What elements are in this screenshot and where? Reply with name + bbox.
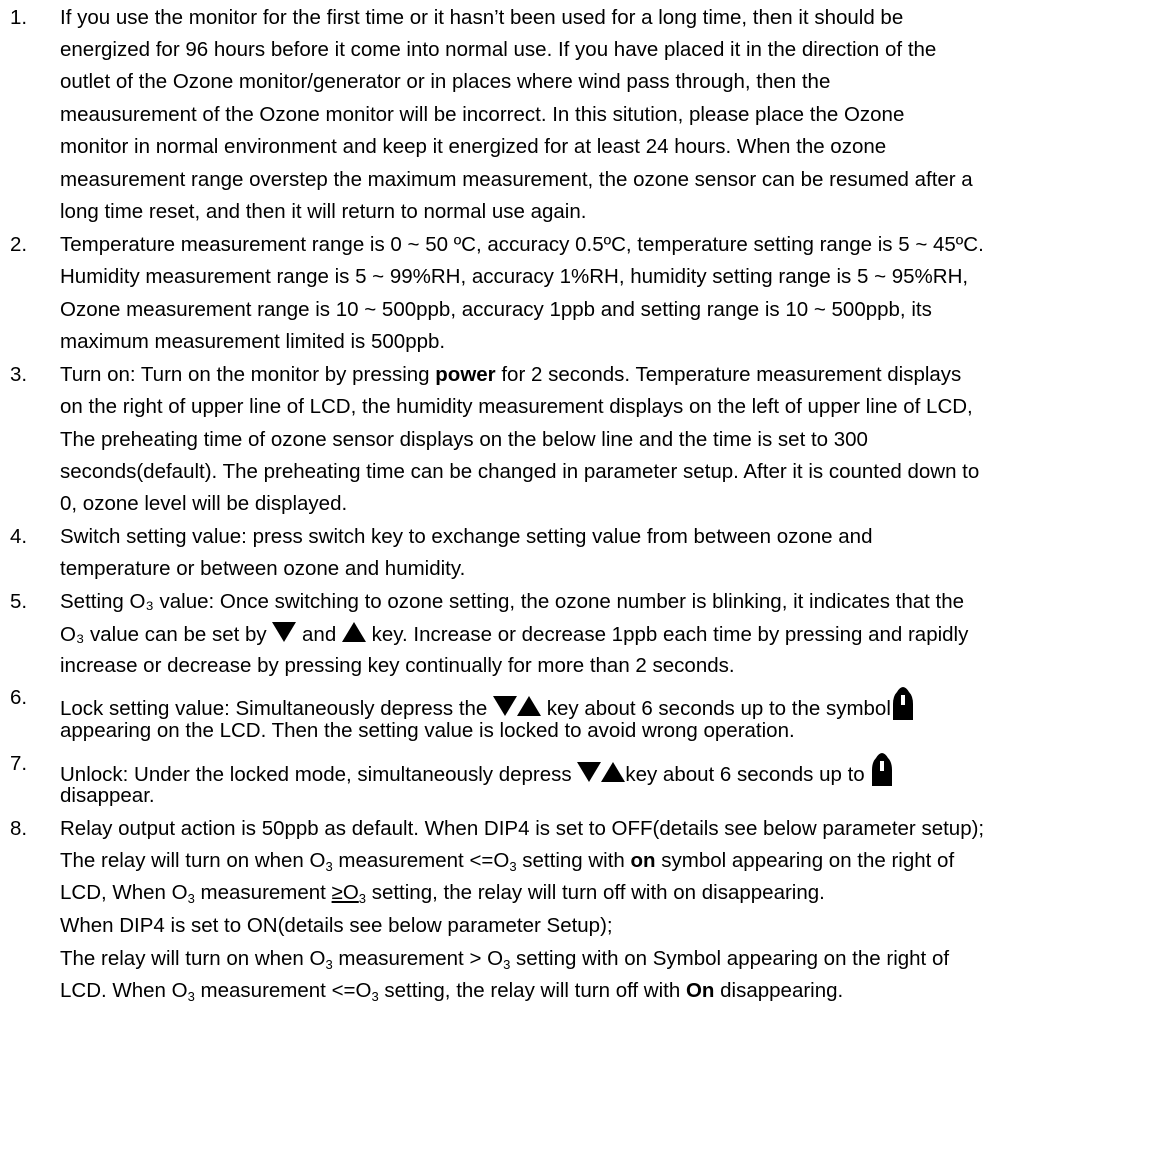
text-segment: measurement > O xyxy=(332,947,504,970)
item-number: 7. xyxy=(10,752,28,775)
text-line: 0, ozone level will be displayed. xyxy=(60,492,348,515)
text-segment: setting, the relay will turn off with on disappearing. xyxy=(366,881,825,904)
text-line: seconds(default). The preheating time can be changed in parameter setup. After it is counted down to xyxy=(60,460,980,483)
subscript: 3 xyxy=(358,891,367,906)
text-line: appearing on the LCD. Then the setting value is locked to avoid wrong operation. xyxy=(60,719,795,742)
text-segment: setting, the relay will turn off with xyxy=(378,979,686,1002)
text-segment: O₃ value can be set by xyxy=(60,623,273,646)
text-segment: Unlock: Under the locked mode, simultaneously depress xyxy=(60,763,578,786)
subscript: 3 xyxy=(325,957,333,972)
lock-icon xyxy=(870,752,894,786)
item-number: 6. xyxy=(10,686,28,709)
text-segment: disappearing. xyxy=(714,979,844,1002)
on-keyword: on xyxy=(630,849,656,872)
power-keyword: power xyxy=(435,363,496,386)
text-segment: key about 6 seconds up to the symbol xyxy=(541,697,891,720)
subscript: 3 xyxy=(325,859,333,874)
text-segment: The relay will turn on when O xyxy=(60,947,326,970)
up-arrow-icon xyxy=(342,622,366,642)
item-number: 1. xyxy=(10,6,28,29)
text-segment: key. Increase or decrease 1ppb each time by pressing and rapidly xyxy=(365,623,969,646)
text-segment: key about 6 seconds up to xyxy=(625,763,865,786)
text-line: increase or decrease by pressing key continually for more than 2 seconds. xyxy=(60,654,735,677)
item-number: 5. xyxy=(10,590,28,613)
down-arrow-icon xyxy=(493,696,517,716)
text-line: outlet of the Ozone monitor/generator or in places where wind pass through, then the xyxy=(60,70,831,93)
text-line xyxy=(60,622,968,647)
on-keyword: On xyxy=(685,979,715,1002)
text-line: When DIP4 is set to ON(details see below parameter Setup); xyxy=(60,914,613,937)
text-segment: measurement xyxy=(194,881,332,904)
text-segment: measurement <=O xyxy=(332,849,510,872)
text-segment: and xyxy=(296,623,342,646)
text-line xyxy=(60,686,915,721)
text-line: Relay output action is 50ppb as default. When DIP4 is set to OFF(details see below parameter setup); xyxy=(60,817,985,840)
text-line: on the right of upper line of LCD, the humidity measurement displays on the left of upper line of LCD, xyxy=(60,395,973,418)
subscript: 3 xyxy=(371,989,379,1004)
text-segment: symbol appearing on the right of xyxy=(655,849,955,872)
text-line: Humidity measurement range is 5 ~ 99%RH, accuracy 1%RH, humidity setting range is 5 ~ 95%RH, xyxy=(60,265,969,288)
down-arrow-icon xyxy=(577,762,601,782)
text-line xyxy=(60,881,825,905)
text-line: Switch setting value: press switch key to exchange setting value from between ozone and xyxy=(60,525,873,548)
subscript: 3 xyxy=(187,989,195,1004)
up-arrow-icon xyxy=(601,762,625,782)
text-line xyxy=(60,363,961,387)
text-segment: setting with on Symbol appearing on the right of xyxy=(510,947,950,970)
text-line: disappear. xyxy=(60,784,155,807)
subscript: 3 xyxy=(187,891,195,906)
text-line: energized for 96 hours before it come into normal use. If you have placed it in the direction of the xyxy=(60,38,937,61)
text-line: The preheating time of ozone sensor displays on the below line and the time is set to 300 xyxy=(60,428,868,451)
subscript: 3 xyxy=(503,957,511,972)
text-line: long time reset, and then it will return to normal use again. xyxy=(60,200,587,223)
text-line: measurement range overstep the maximum measurement, the ozone sensor can be resumed after a xyxy=(60,168,973,191)
text-line xyxy=(60,979,843,1003)
text-line: temperature or between ozone and humidity. xyxy=(60,557,466,580)
subscript: 3 xyxy=(509,859,517,874)
item-number: 4. xyxy=(10,525,28,548)
down-arrow-icon xyxy=(272,622,296,642)
item-number: 3. xyxy=(10,363,28,386)
text-segment: LCD. When O xyxy=(60,979,188,1002)
item-number: 8. xyxy=(10,817,28,840)
text-line: Temperature measurement range is 0 ~ 50 ºC, accuracy 0.5ºC, temperature setting range is 5 ~ 45ºC. xyxy=(60,233,984,256)
text-line: monitor in normal environment and keep it energized for at least 24 hours. When the ozone xyxy=(60,135,887,158)
text-line xyxy=(60,947,949,971)
text-segment: Lock setting value: Simultaneously depress the xyxy=(60,697,494,720)
text-segment: ≥O xyxy=(331,881,359,904)
lock-icon xyxy=(891,686,915,720)
text-segment: LCD, When O xyxy=(60,881,188,904)
text-line xyxy=(60,752,894,787)
text-line: If you use the monitor for the first time or it hasn’t been used for a long time, then it should be xyxy=(60,6,904,29)
text-segment: setting with xyxy=(516,849,631,872)
up-arrow-icon xyxy=(517,696,541,716)
item-number: 2. xyxy=(10,233,28,256)
text-segment: for 2 seconds. Temperature measurement displays xyxy=(495,363,962,386)
text-line: Ozone measurement range is 10 ~ 500ppb, accuracy 1ppb and setting range is 10 ~ 500ppb, its xyxy=(60,298,932,321)
text-line: Setting O₃ value: Once switching to ozone setting, the ozone number is blinking, it indicates that the xyxy=(60,590,965,613)
text-line: maximum measurement limited is 500ppb. xyxy=(60,330,446,353)
text-line: meausurement of the Ozone monitor will be incorrect. In this sitution, please place the Ozone xyxy=(60,103,905,126)
text-segment: The relay will turn on when O xyxy=(60,849,326,872)
text-segment: Turn on: Turn on the monitor by pressing xyxy=(60,363,436,386)
text-line xyxy=(60,849,954,873)
text-segment: measurement <=O xyxy=(194,979,372,1002)
